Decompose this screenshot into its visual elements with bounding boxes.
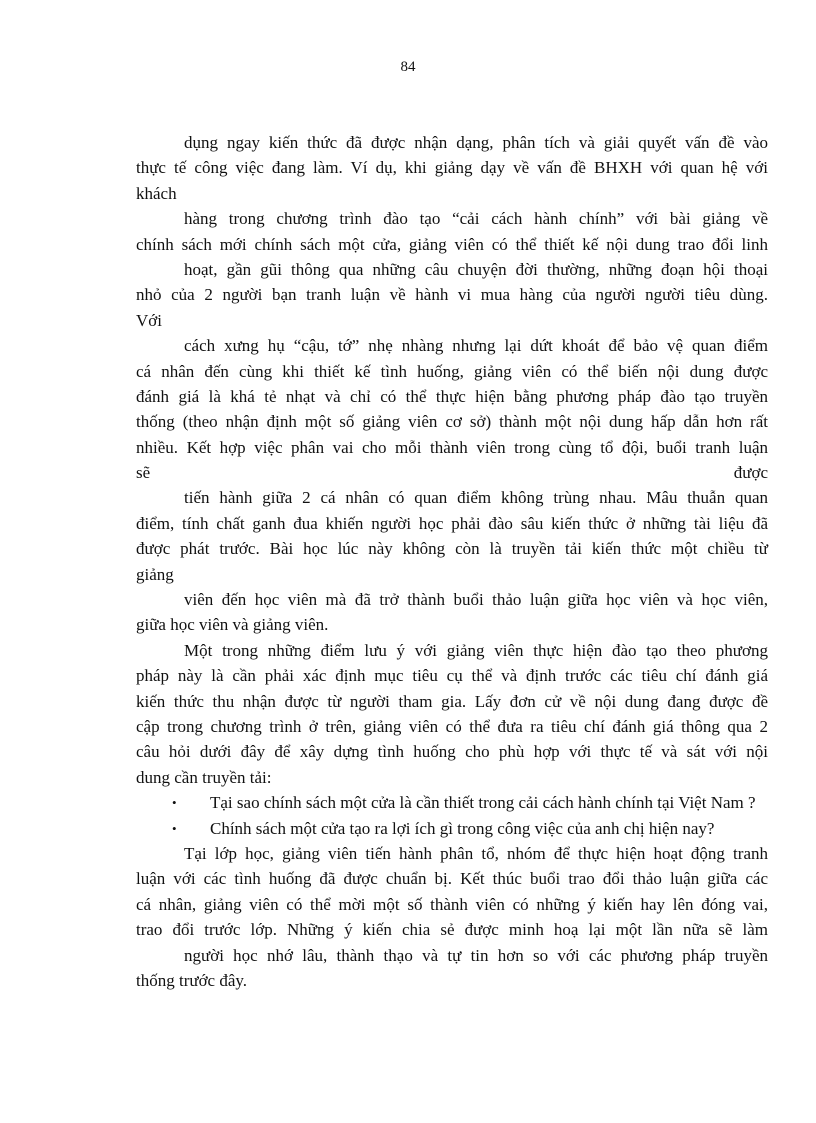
text-line: cập trong chương trình ở trên, giảng viên có thể đưa ra tiêu chí đánh giá thông qua 2 bbox=[136, 716, 768, 736]
text-line: được phát trước. Bài học lúc này không còn là truyền tải kiến thức một chiều từ bbox=[136, 539, 768, 559]
bullet-text: Chính sách một cửa tạo ra lợi ích gì trong công việc của anh chị hiện nay? bbox=[210, 818, 715, 838]
text-line: nhiều. Kết hợp việc phân vai cho mỗi thành viên trong cùng tổ đội, buổi tranh luận bbox=[136, 437, 768, 457]
text-line: người học nhớ lâu, thành thạo và tự tin hơn so với các phương pháp truyền bbox=[184, 945, 768, 965]
text-line: Một trong những điểm lưu ý với giảng viên thực hiện đào tạo theo phương bbox=[184, 640, 768, 660]
text-line: kiến thức thu nhận được từ người tham gia. Lấy đơn cử về nội dung đang được đề bbox=[136, 691, 768, 711]
text-line: trao đổi trước lớp. Những ý kiến chia sẻ được minh hoạ lại một lần nữa sẽ làm bbox=[136, 920, 768, 940]
text-line: chính sách mới chính sách một cửa, giảng viên có thể thiết kế nội dung trao đổi linh bbox=[136, 234, 768, 254]
text-word: sẽ bbox=[136, 463, 151, 483]
bullet-icon: • bbox=[172, 820, 177, 836]
text-line: câu hỏi dưới đây để xây dựng tình huống cho phù hợp với thực tế và sát với nội bbox=[136, 742, 768, 762]
text-line: nhỏ của 2 người bạn tranh luận về hành vi mua hàng của người người tiêu dùng. bbox=[136, 285, 768, 305]
text-line: cá nhân, giảng viên có thể mời một số thành viên có những ý kiến hay lên đóng vai, bbox=[136, 894, 768, 914]
bullet-item bbox=[136, 790, 768, 815]
text-line: luận với các tình huống đã được chuẩn bị. Kết thúc buổi trao đổi thảo luận giữa các bbox=[136, 869, 768, 889]
text-line bbox=[136, 460, 768, 485]
text-line: dung cần truyền tải: bbox=[136, 767, 272, 787]
text-line: thống (theo nhận định một số giảng viên cơ sở) thành một nội dung hấp dẫn hơn rất bbox=[136, 412, 768, 432]
text-line: cá nhân đến cùng khi thiết kế tình huống, giảng viên có thể biến nội dung được bbox=[136, 361, 768, 381]
text-line: giảng bbox=[136, 564, 174, 584]
text-line: Với bbox=[136, 310, 162, 330]
text-line: pháp này là cần phải xác định mục tiêu cụ thể và định trước các tiêu chí đánh giá bbox=[136, 666, 768, 686]
text-line: thống trước đây. bbox=[136, 970, 248, 990]
text-line: giữa học viên và giảng viên. bbox=[136, 615, 329, 635]
bullet-icon: • bbox=[172, 795, 177, 811]
text-line: hàng trong chương trình đào tạo “cải cách hành chính” với bài giảng về bbox=[184, 209, 768, 229]
text-line: viên đến học viên mà đã trở thành buổi thảo luận giữa học viên và học viên, bbox=[184, 590, 768, 610]
text-line: đánh giá là khá tẻ nhạt và chỉ có thể thực hiện bằng phương pháp đào tạo truyền bbox=[136, 386, 768, 406]
text-line: khách bbox=[136, 183, 177, 203]
text-line: cách xưng hụ “cậu, tớ” nhẹ nhàng nhưng lại dứt khoát để bảo vệ quan điểm bbox=[184, 336, 768, 356]
text-line: dụng ngay kiến thức đã được nhận dạng, phân tích và giải quyết vấn đề vào bbox=[184, 133, 768, 152]
text-line: hoạt, gần gũi thông qua những câu chuyện đời thường, những đoạn hội thoại bbox=[184, 259, 768, 279]
page-number: 84 bbox=[400, 59, 416, 75]
bullet-text: Tại sao chính sách một cửa là cần thiết trong cải cách hành chính tại Việt Nam ? bbox=[210, 793, 756, 813]
body-text bbox=[136, 130, 768, 993]
text-line: Tại lớp học, giảng viên tiến hành phân tổ, nhóm để thực hiện hoạt động tranh bbox=[184, 843, 768, 863]
text-line: thực tế công việc đang làm. Ví dụ, khi giảng dạy về vấn đề BHXH với quan hệ với bbox=[136, 158, 768, 178]
text-line: tiến hành giữa 2 cá nhân có quan điểm không trùng nhau. Mâu thuẫn quan bbox=[184, 488, 768, 508]
text-line: điểm, tính chất ganh đua khiến người học phải đào sâu kiến thức ở những tài liệu đã bbox=[136, 513, 768, 533]
bullet-item bbox=[136, 816, 768, 841]
text-word: được bbox=[733, 463, 768, 483]
